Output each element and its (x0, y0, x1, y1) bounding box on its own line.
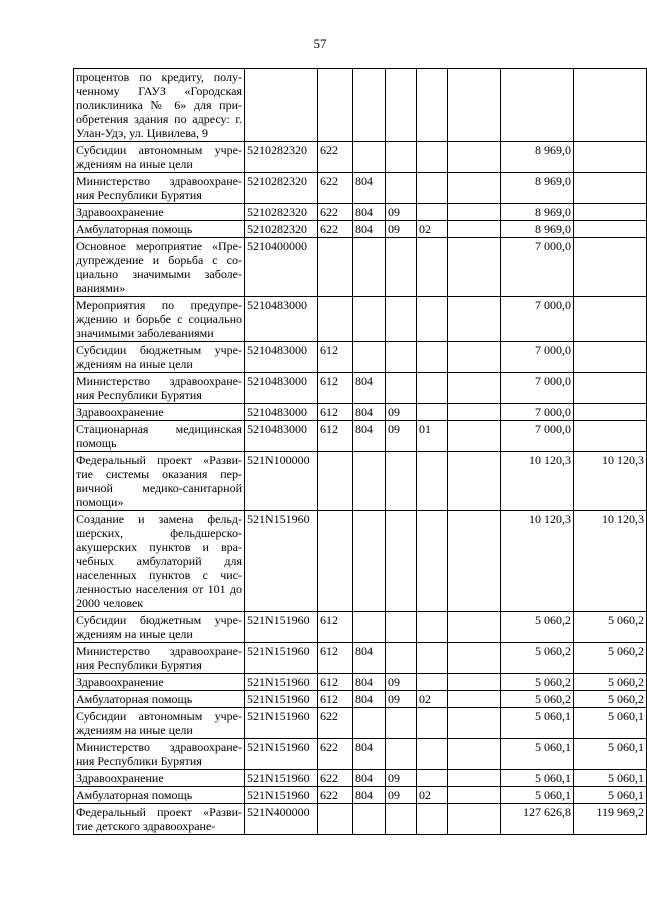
table-row (74, 404, 647, 421)
cell-subsection: 02 (417, 691, 448, 708)
cell-amount-3 (574, 238, 647, 297)
cell-amount-1 (448, 708, 501, 739)
cell-amount-2: 5 060,1 (501, 739, 574, 770)
cell-section: 09 (386, 787, 417, 804)
cell-section (386, 643, 417, 674)
cell-name: Здравоохранение (74, 204, 245, 221)
cell-target-article: 521N151960 (245, 674, 318, 691)
cell-section: 09 (386, 770, 417, 787)
cell-section (386, 804, 417, 835)
cell-amount-2: 5 060,2 (501, 674, 574, 691)
cell-ministry-code: 804 (353, 421, 386, 452)
cell-amount-1 (448, 142, 501, 173)
table-row (74, 297, 647, 342)
cell-subsection (417, 452, 448, 511)
cell-section: 09 (386, 204, 417, 221)
cell-amount-1 (448, 787, 501, 804)
cell-target-article: 5210400000 (245, 238, 318, 297)
cell-section: 09 (386, 221, 417, 238)
cell-amount-3: 5 060,1 (574, 739, 647, 770)
cell-ministry-code (353, 238, 386, 297)
cell-subsection (417, 612, 448, 643)
cell-amount-3 (574, 204, 647, 221)
cell-ministry-code: 804 (353, 739, 386, 770)
cell-amount-1 (448, 452, 501, 511)
cell-target-article: 5210282320 (245, 221, 318, 238)
cell-name: Здравоохранение (74, 404, 245, 421)
cell-subsection (417, 770, 448, 787)
cell-name: Основное мероприятие «Пре-дупреждение и борьба с со-циально значимыми заболе-ваниями» (74, 238, 245, 297)
table-row (74, 221, 647, 238)
table-row (74, 373, 647, 404)
cell-ministry-code: 804 (353, 674, 386, 691)
cell-name: Субсидии бюджетным учре-ждениям на иные цели (74, 342, 245, 373)
cell-expense-type: 622 (318, 787, 353, 804)
cell-subsection: 02 (417, 221, 448, 238)
cell-target-article: 521N151960 (245, 612, 318, 643)
cell-target-article: 521N151960 (245, 708, 318, 739)
cell-subsection (417, 297, 448, 342)
cell-section (386, 511, 417, 612)
cell-amount-3 (574, 404, 647, 421)
cell-target-article: 5210483000 (245, 421, 318, 452)
table-row (74, 804, 647, 835)
cell-amount-3 (574, 297, 647, 342)
cell-name: Министерство здравоохране-ния Республики Бурятия (74, 373, 245, 404)
table-body (74, 69, 647, 835)
cell-amount-3: 5 060,2 (574, 643, 647, 674)
cell-amount-1 (448, 69, 501, 142)
cell-name: процентов по кредиту, полу-ченному ГАУЗ «Городская поликлиника № 6» для при-обретения здания по адресу: г. Улан-Удэ, ул. Цивилева, 9 (74, 69, 245, 142)
cell-amount-2: 8 969,0 (501, 204, 574, 221)
cell-section (386, 342, 417, 373)
table-row (74, 708, 647, 739)
cell-ministry-code (353, 342, 386, 373)
cell-subsection (417, 69, 448, 142)
cell-subsection (417, 708, 448, 739)
cell-section (386, 739, 417, 770)
cell-section (386, 373, 417, 404)
cell-ministry-code: 804 (353, 691, 386, 708)
cell-amount-2: 5 060,2 (501, 643, 574, 674)
cell-section (386, 612, 417, 643)
cell-target-article: 521N151960 (245, 770, 318, 787)
cell-amount-3 (574, 142, 647, 173)
cell-ministry-code: 804 (353, 770, 386, 787)
table-row (74, 142, 647, 173)
cell-amount-3: 5 060,1 (574, 770, 647, 787)
cell-ministry-code (353, 708, 386, 739)
table-row (74, 69, 647, 142)
cell-subsection (417, 373, 448, 404)
cell-amount-2: 5 060,1 (501, 708, 574, 739)
cell-target-article (245, 69, 318, 142)
cell-amount-2: 7 000,0 (501, 404, 574, 421)
table-row (74, 612, 647, 643)
cell-name: Амбулаторная помощь (74, 691, 245, 708)
cell-amount-3: 5 060,1 (574, 708, 647, 739)
cell-expense-type (318, 297, 353, 342)
cell-target-article: 5210282320 (245, 142, 318, 173)
cell-target-article: 5210282320 (245, 173, 318, 204)
cell-target-article: 521N151960 (245, 643, 318, 674)
cell-section: 09 (386, 691, 417, 708)
cell-section: 09 (386, 674, 417, 691)
cell-target-article: 521N151960 (245, 787, 318, 804)
cell-subsection (417, 404, 448, 421)
cell-expense-type: 622 (318, 204, 353, 221)
cell-subsection: 02 (417, 787, 448, 804)
cell-amount-1 (448, 297, 501, 342)
cell-ministry-code (353, 297, 386, 342)
cell-name: Министерство здравоохране-ния Республики Бурятия (74, 643, 245, 674)
cell-amount-3 (574, 173, 647, 204)
table-row (74, 739, 647, 770)
cell-ministry-code: 804 (353, 173, 386, 204)
cell-expense-type: 622 (318, 221, 353, 238)
cell-amount-3 (574, 421, 647, 452)
cell-subsection (417, 238, 448, 297)
cell-expense-type (318, 804, 353, 835)
cell-amount-3 (574, 69, 647, 142)
budget-table (73, 68, 647, 835)
cell-amount-1 (448, 674, 501, 691)
cell-expense-type (318, 511, 353, 612)
cell-amount-2: 7 000,0 (501, 342, 574, 373)
table-row (74, 238, 647, 297)
cell-amount-1 (448, 691, 501, 708)
cell-ministry-code (353, 804, 386, 835)
table-row (74, 452, 647, 511)
cell-amount-2: 10 120,3 (501, 452, 574, 511)
cell-ministry-code (353, 511, 386, 612)
cell-target-article: 5210483000 (245, 297, 318, 342)
cell-ministry-code: 804 (353, 221, 386, 238)
cell-amount-1 (448, 804, 501, 835)
cell-expense-type: 612 (318, 674, 353, 691)
cell-section (386, 297, 417, 342)
cell-amount-1 (448, 739, 501, 770)
cell-ministry-code: 804 (353, 643, 386, 674)
page-number: 57 (313, 36, 327, 51)
cell-ministry-code: 804 (353, 373, 386, 404)
cell-name: Субсидии автономным учре-ждениям на иные цели (74, 142, 245, 173)
cell-subsection (417, 674, 448, 691)
cell-section: 09 (386, 421, 417, 452)
cell-name: Здравоохранение (74, 770, 245, 787)
cell-expense-type: 612 (318, 342, 353, 373)
table-row (74, 691, 647, 708)
cell-target-article: 521N151960 (245, 691, 318, 708)
cell-amount-1 (448, 643, 501, 674)
cell-target-article: 521N100000 (245, 452, 318, 511)
cell-amount-1 (448, 221, 501, 238)
cell-amount-1 (448, 238, 501, 297)
table-row (74, 787, 647, 804)
table-row (74, 511, 647, 612)
cell-expense-type: 612 (318, 404, 353, 421)
cell-amount-2: 5 060,2 (501, 612, 574, 643)
cell-section (386, 708, 417, 739)
table-row (74, 342, 647, 373)
cell-subsection (417, 511, 448, 612)
cell-name: Субсидии бюджетным учре-ждениям на иные цели (74, 612, 245, 643)
table-row (74, 674, 647, 691)
cell-section (386, 452, 417, 511)
cell-amount-3: 5 060,2 (574, 612, 647, 643)
table-row (74, 643, 647, 674)
cell-name: Амбулаторная помощь (74, 787, 245, 804)
cell-target-article: 521N151960 (245, 739, 318, 770)
cell-subsection (417, 142, 448, 173)
cell-subsection (417, 204, 448, 221)
cell-expense-type (318, 238, 353, 297)
cell-amount-1 (448, 173, 501, 204)
cell-amount-2: 8 969,0 (501, 142, 574, 173)
cell-name: Министерство здравоохране-ния Республики Бурятия (74, 739, 245, 770)
cell-ministry-code (353, 69, 386, 142)
table-row (74, 421, 647, 452)
cell-amount-2: 8 969,0 (501, 221, 574, 238)
cell-amount-3: 5 060,2 (574, 674, 647, 691)
cell-target-article: 5210483000 (245, 373, 318, 404)
cell-ministry-code: 804 (353, 404, 386, 421)
cell-target-article: 5210282320 (245, 204, 318, 221)
cell-expense-type: 612 (318, 691, 353, 708)
cell-subsection (417, 804, 448, 835)
cell-section (386, 142, 417, 173)
cell-name: Субсидии автономным учре-ждениям на иные цели (74, 708, 245, 739)
cell-expense-type (318, 69, 353, 142)
cell-target-article: 521N151960 (245, 511, 318, 612)
cell-amount-3 (574, 342, 647, 373)
cell-section (386, 69, 417, 142)
cell-expense-type: 622 (318, 173, 353, 204)
cell-expense-type: 622 (318, 770, 353, 787)
cell-subsection (417, 342, 448, 373)
cell-ministry-code: 804 (353, 204, 386, 221)
cell-amount-3: 5 060,1 (574, 787, 647, 804)
cell-subsection (417, 173, 448, 204)
cell-expense-type: 612 (318, 373, 353, 404)
cell-amount-1 (448, 421, 501, 452)
cell-amount-3 (574, 221, 647, 238)
cell-amount-2: 7 000,0 (501, 373, 574, 404)
cell-subsection (417, 643, 448, 674)
cell-expense-type: 622 (318, 708, 353, 739)
cell-amount-2: 10 120,3 (501, 511, 574, 612)
cell-amount-1 (448, 770, 501, 787)
cell-section: 09 (386, 404, 417, 421)
cell-amount-2: 127 626,8 (501, 804, 574, 835)
cell-ministry-code: 804 (353, 787, 386, 804)
cell-name: Создание и замена фельд-шерских, фельдшерско-акушерских пунктов и вра-чебных амбулаторий для населенных пунктов с чис-ленностью населения от 101 до 2000 человек (74, 511, 245, 612)
cell-amount-2 (501, 69, 574, 142)
cell-amount-2: 5 060,1 (501, 787, 574, 804)
cell-amount-2: 7 000,0 (501, 297, 574, 342)
table-row (74, 173, 647, 204)
cell-amount-1 (448, 342, 501, 373)
cell-section (386, 238, 417, 297)
cell-target-article: 5210483000 (245, 342, 318, 373)
cell-expense-type (318, 452, 353, 511)
cell-ministry-code (353, 452, 386, 511)
cell-amount-3: 10 120,3 (574, 511, 647, 612)
cell-name: Мероприятия по предупре-ждению и борьбе с социально значимыми заболеваниями (74, 297, 245, 342)
cell-expense-type: 622 (318, 142, 353, 173)
cell-amount-1 (448, 404, 501, 421)
cell-amount-1 (448, 373, 501, 404)
cell-amount-1 (448, 612, 501, 643)
cell-subsection: 01 (417, 421, 448, 452)
cell-amount-3: 5 060,2 (574, 691, 647, 708)
cell-expense-type: 612 (318, 612, 353, 643)
cell-name: Здравоохранение (74, 674, 245, 691)
cell-amount-2: 5 060,2 (501, 691, 574, 708)
cell-expense-type: 622 (318, 739, 353, 770)
table-row (74, 204, 647, 221)
cell-expense-type: 612 (318, 421, 353, 452)
cell-name: Стационарная медицинская помощь (74, 421, 245, 452)
cell-ministry-code (353, 612, 386, 643)
cell-amount-3: 10 120,3 (574, 452, 647, 511)
cell-subsection (417, 739, 448, 770)
cell-amount-1 (448, 204, 501, 221)
table-row (74, 770, 647, 787)
cell-amount-2: 7 000,0 (501, 421, 574, 452)
cell-amount-2: 5 060,1 (501, 770, 574, 787)
cell-ministry-code (353, 142, 386, 173)
cell-expense-type: 612 (318, 643, 353, 674)
cell-name: Министерство здравоохране-ния Республики Бурятия (74, 173, 245, 204)
cell-name: Федеральный проект «Разви-тие системы оказания пер-вичной медико-санитарной помощи» (74, 452, 245, 511)
cell-name: Амбулаторная помощь (74, 221, 245, 238)
cell-amount-3 (574, 373, 647, 404)
cell-amount-2: 8 969,0 (501, 173, 574, 204)
cell-target-article: 5210483000 (245, 404, 318, 421)
cell-amount-2: 7 000,0 (501, 238, 574, 297)
cell-amount-1 (448, 511, 501, 612)
cell-section (386, 173, 417, 204)
cell-target-article: 521N400000 (245, 804, 318, 835)
cell-name: Федеральный проект «Разви-тие детского здравоохране- (74, 804, 245, 835)
cell-amount-3: 119 969,2 (574, 804, 647, 835)
